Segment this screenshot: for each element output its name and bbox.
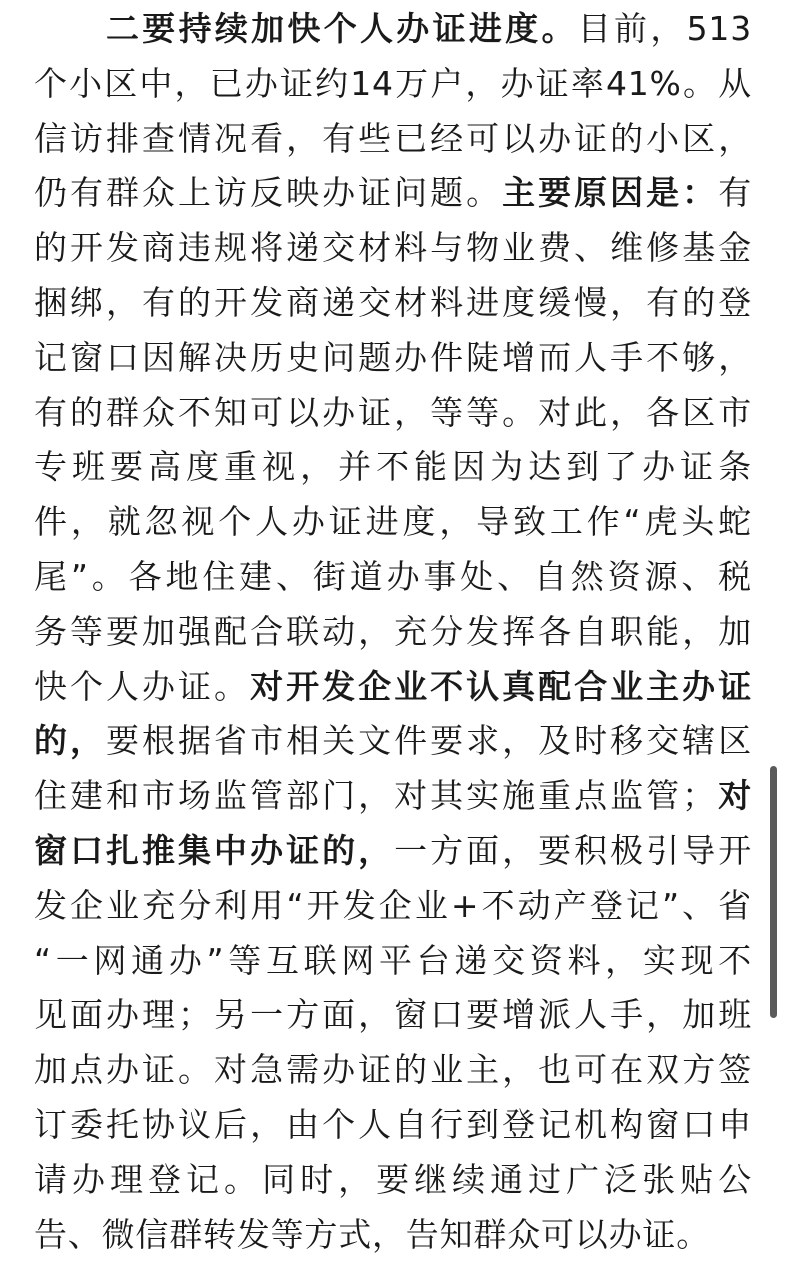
text-line — [34, 331, 752, 385]
text-segment: 有的群众不知可以办证，等等。对此，各区市 — [34, 392, 752, 432]
text-segment: 件，就忽视个人办证进度，导致工作“虎头蛇 — [34, 502, 752, 542]
text-segment: 一方面，要积极引导开 — [394, 831, 753, 870]
text-segment: 发企业充分利用“开发企业+不动产登记”、省 — [34, 885, 752, 925]
text-line — [34, 824, 752, 878]
text-line — [34, 1208, 752, 1262]
text-segment: “一网通办”等互联网平台递交资料，实现不 — [34, 940, 752, 980]
text-segment: 见面办理；另一方面，窗口要增派人手，加班 — [34, 995, 752, 1035]
text-line — [34, 112, 752, 166]
text-segment: 目前，513 — [577, 9, 752, 48]
text-segment: 仍有群众上访反映办证问题。 — [34, 173, 503, 213]
text-line — [34, 440, 752, 494]
text-segment: 尾”。各地住建、街道办事处、自然资源、税 — [34, 557, 752, 596]
scrollbar-thumb[interactable] — [770, 766, 777, 1018]
bold-text-segment: 对 — [715, 776, 752, 816]
text-line — [34, 495, 752, 549]
text-segment: 的开发商违规将递交材料与物业费、维修基金 — [34, 228, 752, 268]
text-line — [34, 988, 752, 1042]
text-line — [34, 221, 752, 275]
text-line — [34, 276, 752, 330]
text-line — [34, 550, 752, 604]
text-line — [34, 769, 752, 823]
bold-text-segment: 对开发企业不认真配合业主办证 — [250, 666, 752, 706]
bold-text-segment: 二要持续加快个人办证进度。 — [106, 9, 578, 48]
text-segment: 住建和市场监管部门，对其实施重点监管； — [34, 776, 716, 816]
text-line — [34, 605, 752, 659]
text-segment: 请办理登记。同时，要继续通过广泛张贴公 — [34, 1159, 752, 1199]
text-line — [34, 660, 752, 714]
bold-text-segment: 的， — [34, 721, 107, 761]
text-segment: 个小区中，已办证约14万户，办证率41%。从 — [34, 63, 752, 103]
text-segment: 要根据省市相关文件要求，及时移交辖区 — [106, 721, 752, 761]
text-line — [34, 879, 752, 933]
text-line — [34, 2, 752, 56]
text-segment: 务等要加强配合联动，充分发挥各自职能，加 — [34, 611, 752, 651]
text-segment: 有 — [718, 173, 752, 213]
text-line — [34, 934, 752, 988]
bold-text-segment: 窗口扎推集中办证的， — [34, 831, 395, 870]
text-line — [34, 57, 752, 111]
text-line — [34, 386, 752, 440]
text-line — [34, 714, 752, 768]
text-segment: 告、微信群转发等方式，告知群众可以办证。 — [34, 1214, 710, 1254]
text-segment: 订委托协议后，由个人自行到登记机构窗口申 — [34, 1105, 752, 1144]
text-segment: 捆绑，有的开发商递交材料进度缓慢，有的登 — [34, 283, 752, 322]
text-segment: 信访排查情况看，有些已经可以办证的小区， — [34, 118, 752, 158]
text-segment: 加点办证。对急需办证的业主，也可在双方签 — [34, 1050, 752, 1090]
text-line — [34, 166, 752, 220]
text-segment: 专班要高度重视，并不能因为达到了办证条 — [34, 447, 752, 487]
text-line — [34, 1098, 752, 1152]
bold-text-segment: 主要原因是： — [502, 173, 719, 213]
text-line — [34, 1153, 752, 1207]
text-line — [34, 1043, 752, 1097]
text-segment: 记窗口因解决历史问题办件陡增而人手不够， — [34, 337, 752, 377]
text-segment: 快个人办证。 — [34, 666, 251, 706]
